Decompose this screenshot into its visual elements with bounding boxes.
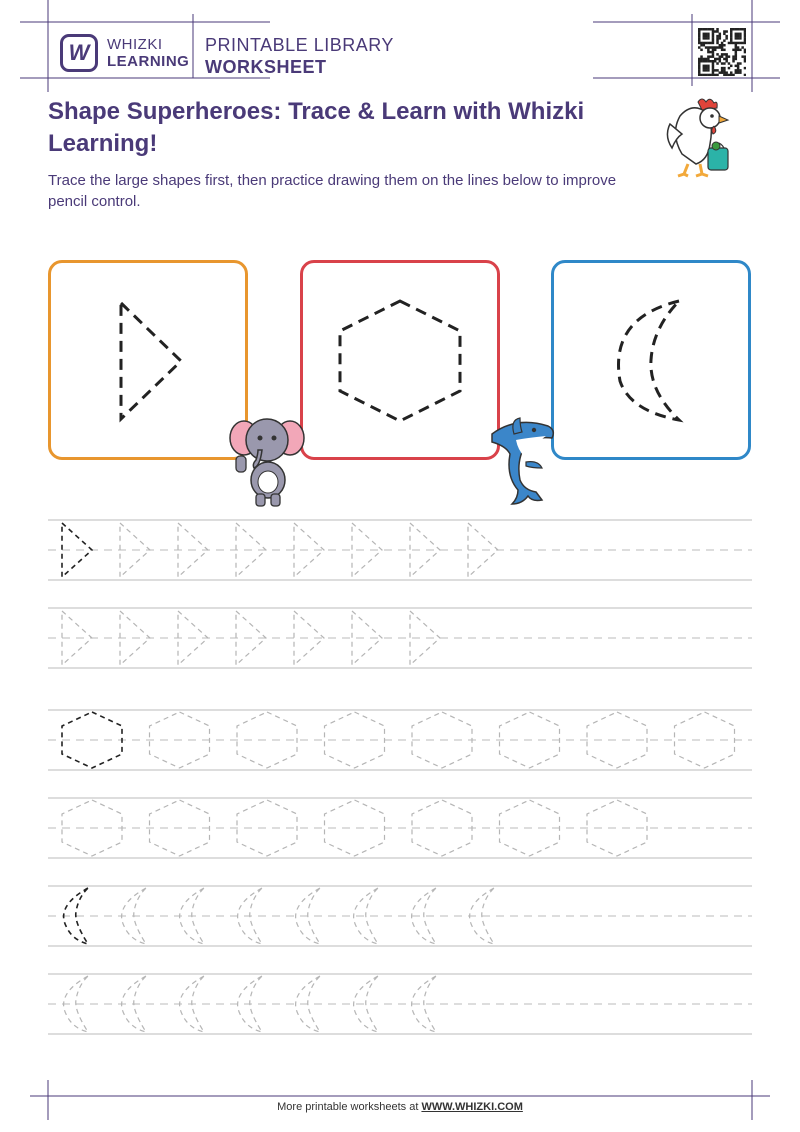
brand-name: WHIZKI: [107, 36, 163, 53]
worksheet-label: WORKSHEET: [205, 57, 327, 77]
elephant-illustration: [226, 410, 308, 510]
footer-link[interactable]: WWW.WHIZKI.COM: [421, 1101, 523, 1113]
library-label: PRINTABLE LIBRARY: [205, 35, 394, 55]
hexagon-card: [300, 260, 500, 460]
brand-logo[interactable]: [60, 34, 98, 72]
triangle-trace-shape: [51, 263, 245, 457]
dolphin-illustration: [486, 410, 566, 510]
instructions: Trace the large shapes first, then practice drawing them on the lines below to improve pencil control.: [48, 172, 617, 210]
triangle-card: [48, 260, 248, 460]
practice-area: [0, 500, 800, 1060]
crescent-practice-shape: [180, 976, 204, 1032]
footer-text: More printable worksheets at: [277, 1101, 422, 1113]
crescent-practice-shape: [180, 888, 204, 944]
brand-name-second: LEARNING: [107, 53, 190, 70]
footer: [0, 1101, 800, 1113]
rooster-illustration: [662, 94, 744, 180]
page-title: Shape Superheroes: Trace & Learn with Whizki Learning!: [48, 98, 585, 157]
crescent-card: [551, 260, 751, 460]
crescent-trace-shape: [554, 263, 748, 457]
hexagon-trace-shape: [303, 263, 497, 457]
qr-code-icon[interactable]: [698, 28, 746, 76]
brand-logo-letter: W: [68, 40, 90, 65]
